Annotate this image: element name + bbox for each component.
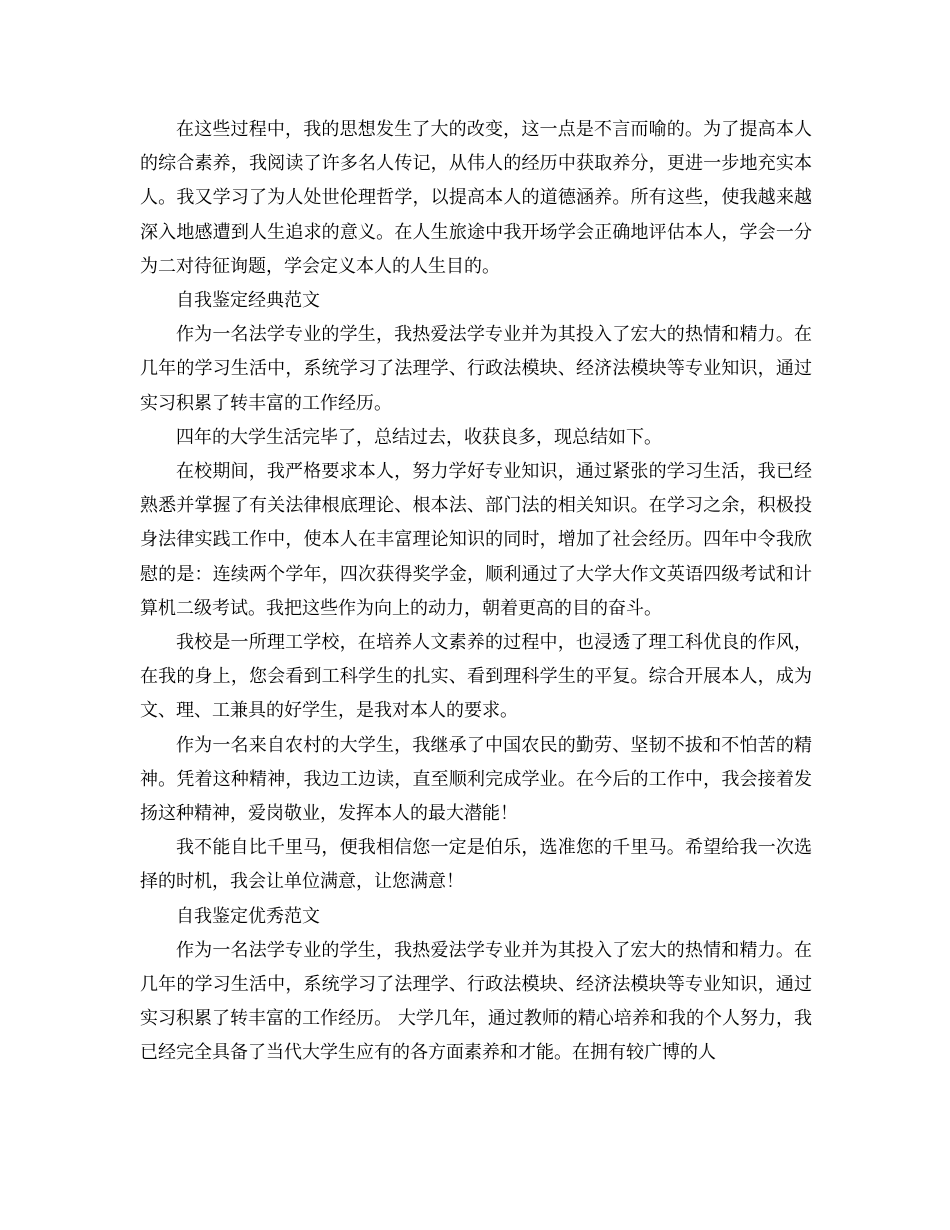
section-heading-classic: 自我鉴定经典范文	[176, 290, 320, 312]
paragraph-rural-student: 作为一名来自农村的大学生，我继承了中国农民的勤劳、坚韧不拔和不怕苦的精神。凭着这种精神，我边工边读，直至顺利完成学业。在今后的工作中，我会接着发扬这种精神，爱岗敬业，发挥本人的最大潜能！	[140, 734, 812, 825]
document-body	[140, 113, 812, 1071]
section-heading-excellent: 自我鉴定优秀范文	[176, 905, 320, 927]
paragraph-excellent-body: 作为一名法学专业的学生，我热爱法学专业并为其投入了宏大的热情和精力。在几年的学习生活中，系统学习了法理学、行政法模块、经济法模块等专业知识，通过实习积累了转丰富的工作经历。 大学几年，通过教师的精心培养和我的个人努力，我已经完全具备了当代大学生应有的各方面素养和才能。在拥有较广博的人	[140, 939, 812, 1064]
paragraph-closing: 我不能自比千里马，便我相信您一定是伯乐，选准您的千里马。希望给我一次选择的时机，我会让单位满意，让您满意！	[140, 837, 812, 893]
paragraph-school-period: 在校期间，我严格要求本人，努力学好专业知识，通过紧张的学习生活，我已经熟悉并掌握了有关法律根底理论、根本法、部门法的相关知识。在学习之余，积极投身法律实践工作中，使本人在丰富理论知识的同时，增加了社会经历。四年中令我欣慰的是：连续两个学年，四次获得奖学金，顺利通过了大学大作文英语四级考试和计算机二级考试。我把这些作为向上的动力，朝着更高的目的奋斗。	[140, 461, 812, 619]
paragraph-law-major: 作为一名法学专业的学生，我热爱法学专业并为其投入了宏大的热情和精力。在几年的学习生活中，系统学习了法理学、行政法模块、经济法模块等专业知识，通过实习积累了转丰富的工作经历。	[140, 324, 812, 414]
paragraph-summary: 四年的大学生活完毕了，总结过去，收获良多，现总结如下。	[176, 426, 662, 448]
paragraph-intro: 在这些过程中，我的思想发生了大的改变，这一点是不言而喻的。为了提高本人的综合素养，我阅读了许多名人传记，从伟人的经历中获取养分，更进一步地充实本人。我又学习了为人处世伦理哲学，以提高本人的道德涵养。所有这些，使我越来越深入地感遭到人生追求的意义。在人生旅途中我开场学会正确地评估本人，学会一分为二对待征询题，学会定义本人的人生目的。	[140, 119, 812, 277]
paragraph-science-school: 我校是一所理工学校，在培养人文素养的过程中，也浸透了理工科优良的作风，在我的身上，您会看到工科学生的扎实、看到理科学生的平复。综合开展本人，成为文、理、工兼具的好学生，是我对本人的要求。	[140, 632, 812, 722]
